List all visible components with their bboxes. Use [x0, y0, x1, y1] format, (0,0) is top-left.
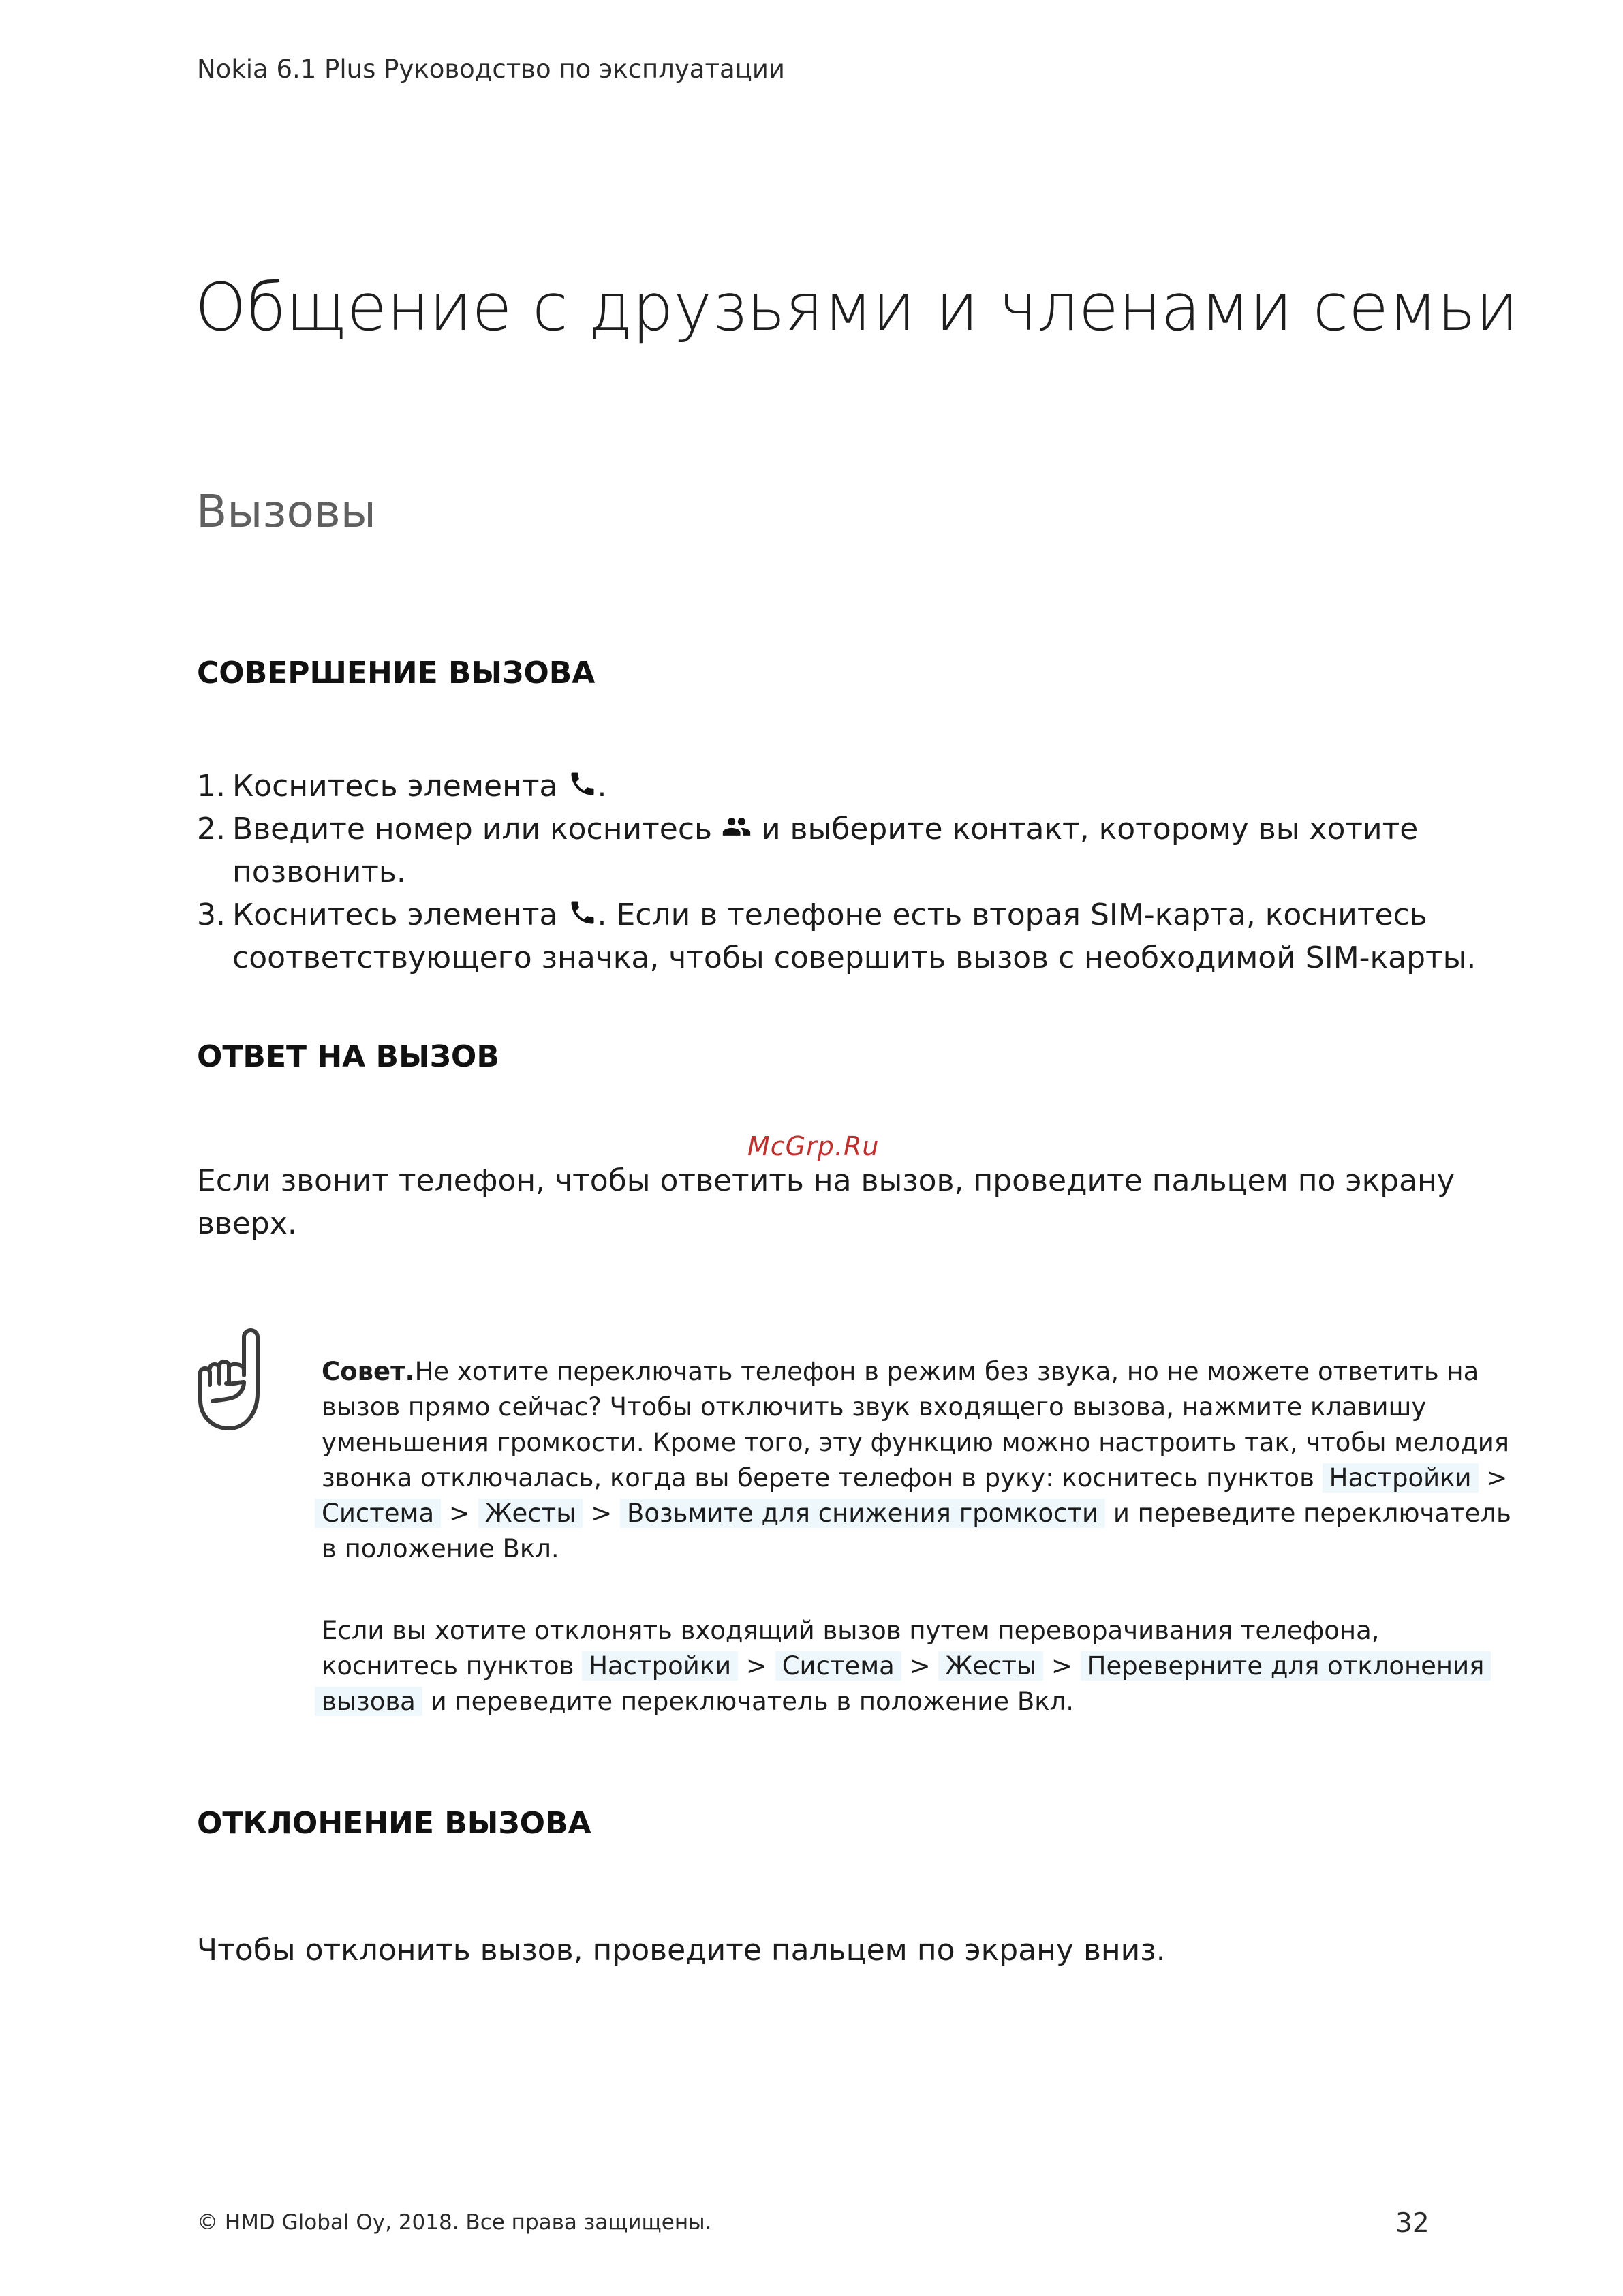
settings-menu-link[interactable]: Настройки [1323, 1463, 1479, 1493]
system-menu-link[interactable]: Система [315, 1499, 441, 1528]
phone-icon [568, 769, 598, 799]
path-separator: > [448, 1499, 470, 1528]
step-text: Введите номер или коснитесь [232, 812, 712, 846]
step-3-continuation: соответствующего значка, чтобы совершить вызов с необходимой SIM-карты. [232, 940, 1477, 975]
tip-p2-line-1: Если вы хотите отклонять входящий вызов путем переворачивания телефона, [322, 1616, 1380, 1645]
step-text-end: . [597, 769, 607, 803]
tip-label: Совет. [322, 1357, 415, 1386]
gestures-menu-link[interactable]: Жесты [478, 1499, 583, 1528]
answer-call-text-line-1: Если звонит телефон, чтобы ответить на вызов, проведите пальцем по экрану [197, 1163, 1455, 1198]
flip-to-reject-link[interactable]: Переверните для отклонения [1081, 1651, 1491, 1681]
path-separator: > [591, 1499, 613, 1528]
tip-line-2: вызов прямо сейчас? Чтобы отключить звук входящего вызова, нажмите клавишу [322, 1392, 1427, 1422]
pickup-to-reduce-volume-link[interactable]: Возьмите для снижения громкости [620, 1499, 1105, 1528]
step-text: Коснитесь элемента [232, 769, 558, 803]
step-number: 1. [197, 769, 226, 803]
step-number: 2. [197, 812, 226, 846]
system-menu-link[interactable]: Система [775, 1651, 901, 1681]
gestures-menu-link[interactable]: Жесты [938, 1651, 1043, 1681]
tip-p2-line-2: коснитесь пунктов Настройки > Система > Жесты > Переверните для отклонения [322, 1649, 1491, 1684]
tip-line-4: звонка отключалась, когда вы берете телефон в руку: коснитесь пунктов Настройки > [322, 1463, 1508, 1493]
footer-copyright: © HMD Global Oy, 2018. Все права защищены. [197, 2210, 712, 2235]
step-1 [197, 765, 607, 808]
step-number: 3. [197, 898, 226, 932]
tip-p2-line-3: вызова и переведите переключатель в положение Вкл. [315, 1684, 1074, 1719]
watermark: McGrp.Ru [747, 1131, 880, 1161]
settings-menu-link[interactable]: Настройки [582, 1651, 738, 1681]
answer-call-text-line-2: вверх. [197, 1206, 297, 1241]
step-text-end: . Если в телефоне есть вторая SIM-карта, коснитесь [597, 898, 1427, 932]
step-text: Коснитесь элемента [232, 898, 558, 932]
step-3 [197, 893, 1427, 936]
tip-line-1: Совет.Не хотите переключать телефон в режим без звука, но не можете ответить на [322, 1357, 1479, 1386]
path-separator: > [745, 1651, 767, 1681]
section-title: Вызовы [196, 485, 376, 538]
make-call-heading: СОВЕРШЕНИЕ ВЫЗОВА [197, 656, 596, 690]
tip-line-5: Система > Жесты > Возьмите для снижения громкости и переведите переключатель [315, 1496, 1511, 1531]
tip-line-6: в положение Вкл. [322, 1534, 559, 1563]
answer-call-heading: ОТВЕТ НА ВЫЗОВ [197, 1039, 499, 1074]
decline-call-heading: ОТКЛОНЕНИЕ ВЫЗОВА [197, 1806, 591, 1841]
chapter-title: Общение с друзьями и членами семьи [195, 269, 1519, 346]
path-separator: > [1486, 1463, 1508, 1493]
pointing-hand-icon [194, 1328, 270, 1437]
contacts-icon [722, 812, 752, 842]
running-header: Nokia 6.1 Plus Руководство по эксплуатации [197, 55, 785, 84]
path-separator: > [1051, 1651, 1072, 1681]
path-separator: > [909, 1651, 931, 1681]
step-text-end: и выберите контакт, которому вы хотите [760, 812, 1419, 846]
tip-line-3: уменьшения громкости. Кроме того, эту функцию можно настроить так, чтобы мелодия [322, 1428, 1510, 1457]
phone-icon [568, 898, 598, 928]
step-2 [197, 808, 1418, 851]
flip-to-reject-link-cont[interactable]: вызова [315, 1687, 422, 1716]
step-2-continuation: позвонить. [232, 855, 406, 889]
page-number: 32 [1395, 2208, 1429, 2239]
decline-call-text: Чтобы отклонить вызов, проведите пальцем по экрану вниз. [197, 1933, 1166, 1968]
